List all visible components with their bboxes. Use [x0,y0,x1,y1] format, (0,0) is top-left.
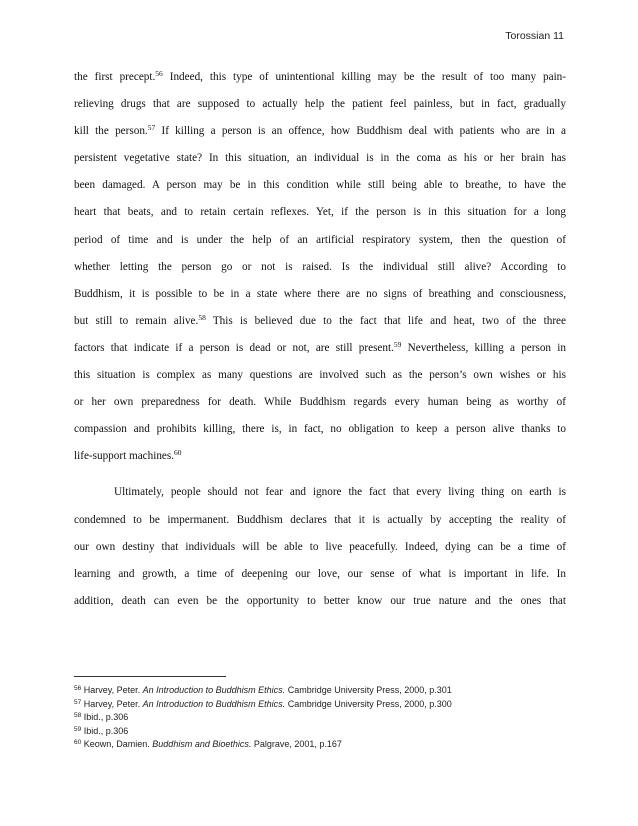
text-line: Buddhism, it is possible to be in a state where there are no signs of breathing and consciousness, [74,287,566,300]
footnote-ref-59: 59 [393,339,402,349]
text-line: learning and growth, a time of deepening our love, our sense of what is important in life. In [74,567,566,580]
text-line: been damaged. A person may be in this condition while still being able to breathe, to have the [74,179,566,192]
footnote-ref-58: 58 [198,312,206,322]
text-line: addition, death can even be the opportunity to better know our true nature and the ones that [74,594,566,607]
paragraph-first-line: Ultimately, people should not fear and ignore the fact that every living thing on earth is [114,486,566,499]
footnote-ref-60: 60 [174,448,182,458]
text-line: this situation is complex as many questions are involved such as the person’s own wishes or his [74,369,566,382]
text-line: life-support machines.$^{60}$ [74,448,182,463]
text-line: or her own preparedness for death. While Buddhism regards every human being as worthy of [74,396,566,409]
footnote-ref-56: 56 [155,68,163,78]
running-head: Torossian 11 [505,30,564,42]
footnote-ref-57: 57 [147,123,156,133]
text-line: whether letting the person go or not is raised. Is the individual still alive? According to [74,260,566,273]
text-line: period of time and is under the help of an artificial respiratory system, then the question of [74,233,566,246]
text-line: but still to remain alive.$^{58}$ This is believed due to the fact that life and heat, two of the three [74,312,566,327]
footnote-57: $^{57}$ Harvey, Peter. An Introduction to Buddhism Ethics. Cambridge University Press, 2000, p.300 [74,698,452,709]
text-line: condemned to be impermanent. Buddhism declares that it is actually by accepting the reality of [74,513,566,526]
text-line: persistent vegetative state? In this situation, an individual is in the coma as his or her brain has [74,152,566,165]
footnote-60: $^{60}$ Keown, Damien. Buddhism and Bioethics. Palgrave, 2001, p.167 [74,739,342,750]
footnote-56: $^{56}$ Harvey, Peter. An Introduction to Buddhism Ethics. Cambridge University Press, 2000, p.301 [74,684,452,695]
footnotes [74,684,574,752]
text-line: factors that indicate if a person is dead or not, are still present.$^{59}$ Nevertheless, killing a person in [74,339,566,354]
footnote-59: $^{59}$ Ibid., p.306 [74,725,129,736]
text-line: the first precept.$^{56}$ Indeed, this type of unintentional killing may be the result of too many pain- [74,68,567,83]
text-line: compassion and prohibits killing, there is, in fact, no obligation to keep a person alive thanks to [74,423,566,436]
body-text [74,64,566,615]
footnote-separator [74,676,226,677]
footnote-58: $^{58}$ Ibid., p.306 [74,711,129,723]
text-line: our own destiny that individuals will be able to live peacefully. Indeed, dying can be a time of [74,540,566,553]
text-line: heart that beats, and to retain certain reflexes. Yet, if the person is in this situation for a long [74,206,566,219]
text-line: relieving drugs that are supposed to actually help the patient feel painless, but in fact, gradually [74,98,566,111]
text-line: kill the person.$^{57}$ If killing a person is an offence, how Buddhism deal with patients who are in a [74,123,566,138]
